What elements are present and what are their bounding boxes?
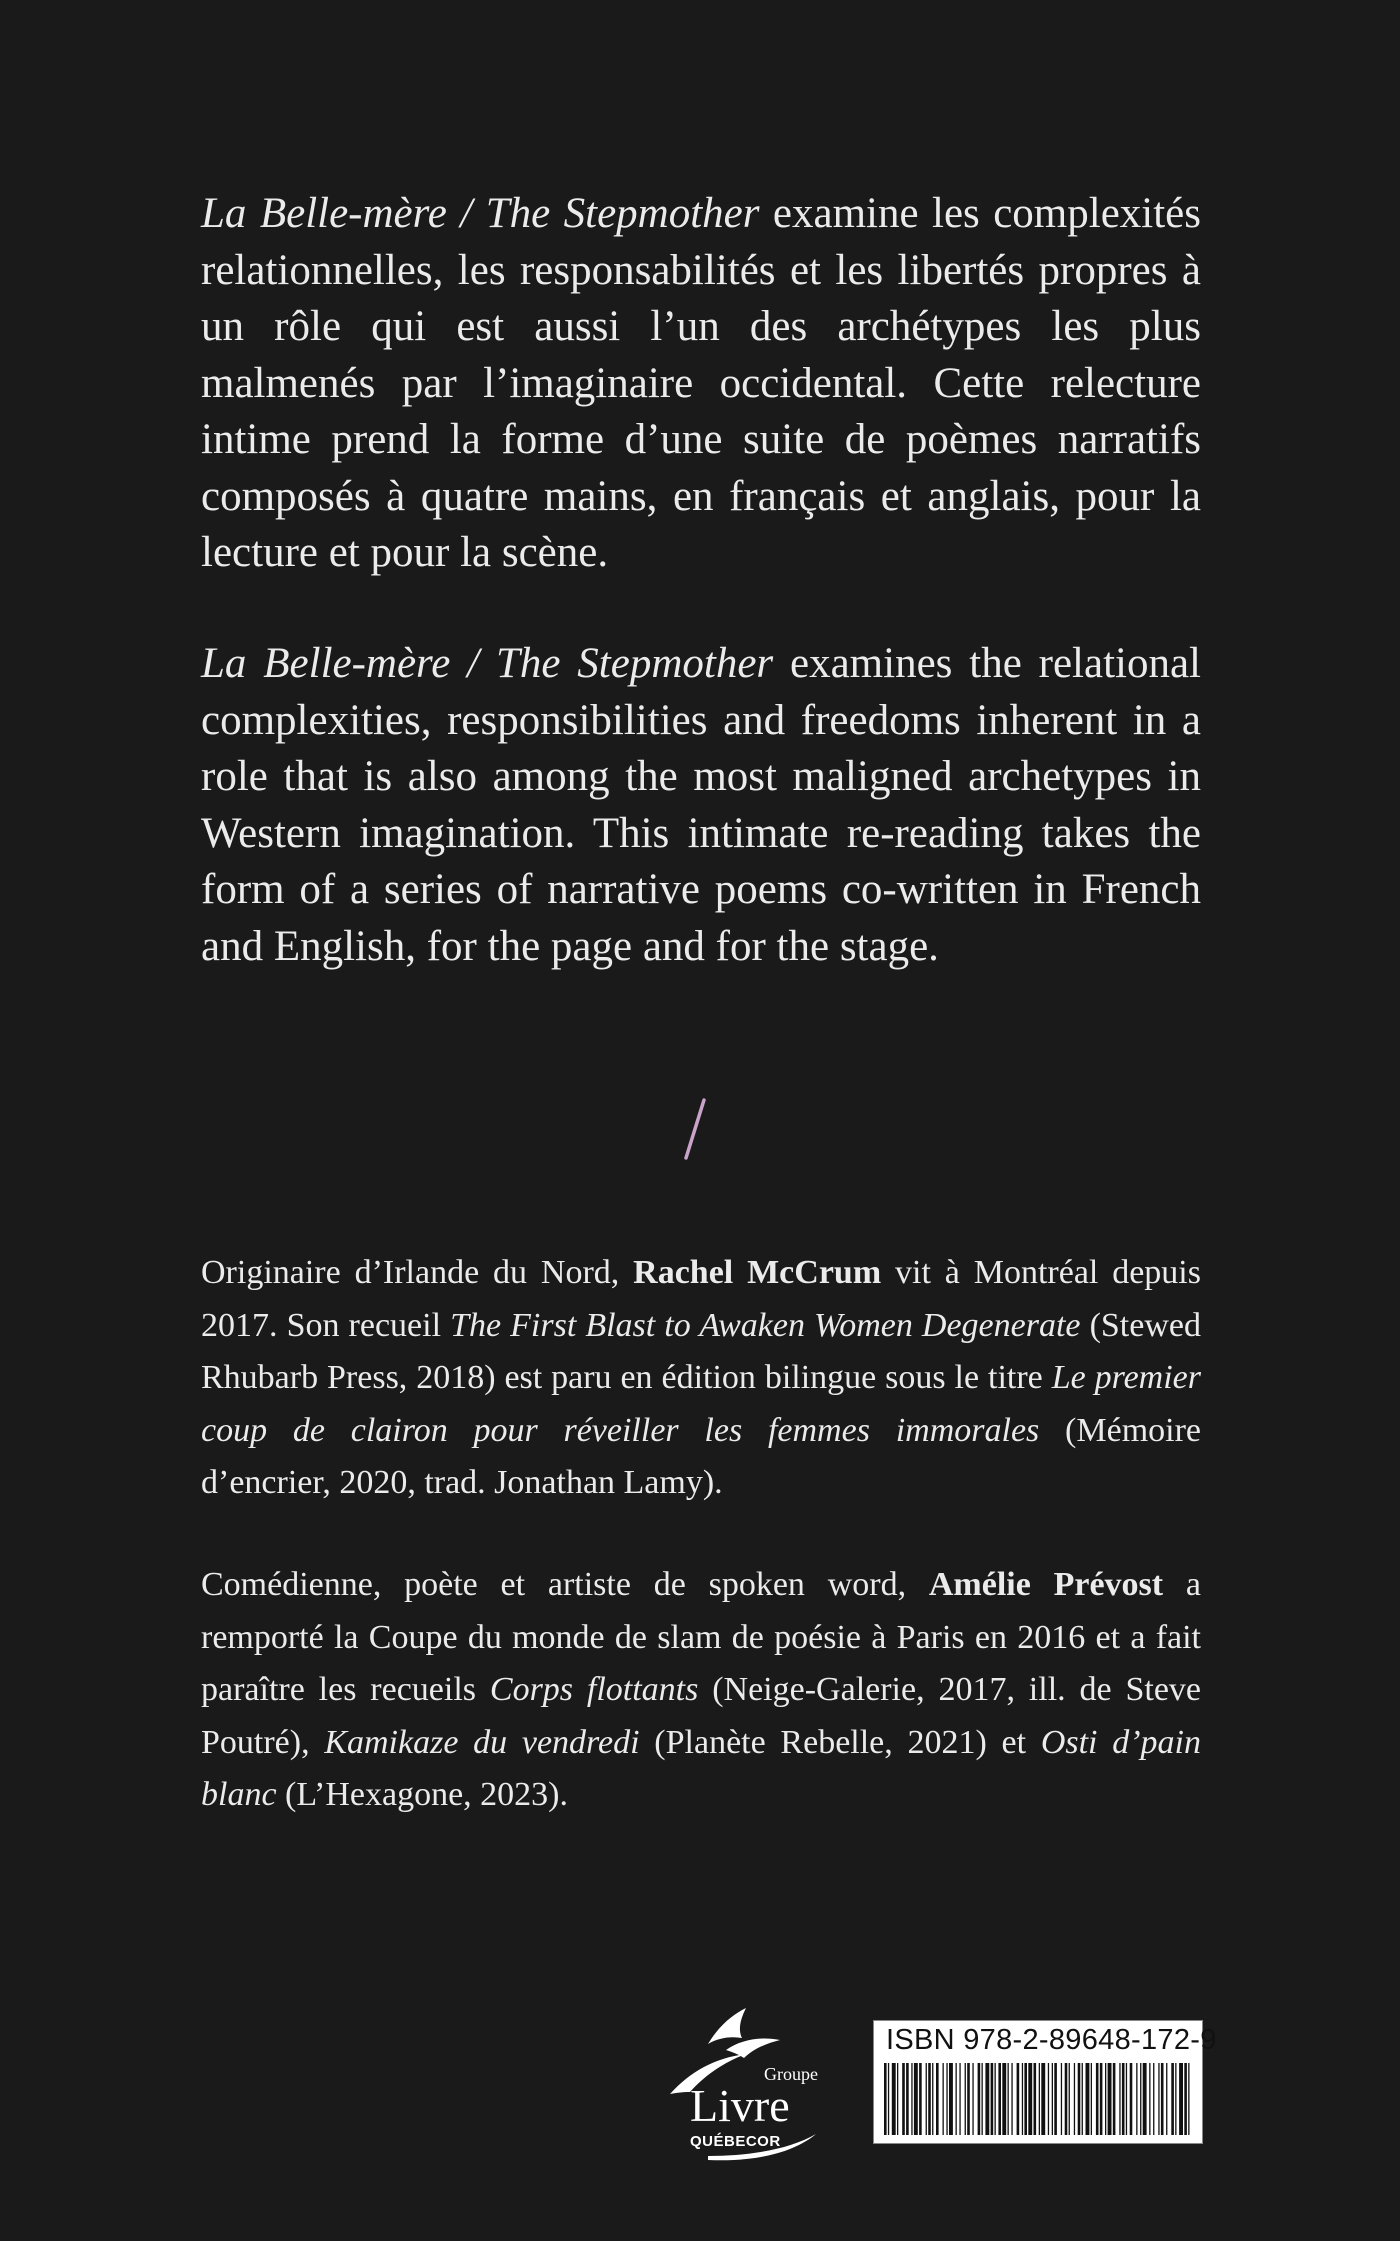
description-french-body: examine les complexités relationnelles, les responsabilités et les libertés propres à un rôle qui est aussi l’un des archétypes les plus malmenés par l’imaginaire occidental. Cette relecture intime prend la forme d’une suite de poèmes narratifs composés à quatre mains, en français et anglais, pour la lecture et pour la scène. [201, 190, 1201, 576]
barcode-bar [978, 2063, 981, 2135]
isbn-barcode [873, 2020, 1217, 2144]
bio-rachel-mccrum-text [201, 1247, 1201, 1510]
barcode-bar [1188, 2063, 1189, 2135]
bio-text: (Mémoire d’encrier, 2020, trad. Jonathan Lamy). [201, 1411, 1201, 1501]
bio-text: (Stewed Rhubarb Press, 2018) est paru en édition bilingue sous le titre [201, 1306, 1201, 1396]
title-english: The Stepmother [485, 190, 760, 237]
barcode-bar [1143, 2063, 1147, 2135]
bio-text: Originaire d’Irlande du Nord, [201, 1254, 634, 1291]
barcode-bar [1108, 2063, 1112, 2135]
barcode-bar [902, 2063, 905, 2135]
barcode-bar [1171, 2063, 1174, 2135]
barcode-bar [1100, 2063, 1103, 2135]
bio-text: vit à Montréal depuis 2017. Son recueil [201, 1254, 1201, 1344]
book-title: The First Blast to Awaken Women Degenerate [450, 1306, 1081, 1344]
barcode-bar [1175, 2063, 1176, 2135]
description-french [201, 186, 1201, 582]
barcode-bar [1041, 2063, 1045, 2135]
bio-rachel-mccrum [201, 1247, 1201, 1510]
book-title: Kamikaze du vendredi [324, 1723, 640, 1761]
barcode-bar [1074, 2063, 1075, 2135]
barcode-bar [1078, 2063, 1081, 2135]
barcode-bar [1048, 2063, 1049, 2135]
book-title: Osti d’pain blanc [201, 1723, 1202, 1813]
barcode-bar [995, 2063, 996, 2135]
barcode-bar [991, 2063, 994, 2135]
title-separator: / [450, 640, 496, 687]
barcode-bar [1086, 2063, 1090, 2135]
barcode-bar [1096, 2063, 1099, 2135]
barcode-bar [1069, 2063, 1070, 2135]
barcode-bar [1065, 2063, 1068, 2135]
logo-quebecor: QUÉBECOR [690, 2133, 781, 2150]
barcode-bar [1153, 2063, 1154, 2135]
bio-amelie-prevost [201, 1559, 1201, 1822]
barcode-bar [897, 2063, 898, 2135]
barcode-bar [943, 2063, 944, 2135]
barcode-bar [1122, 2063, 1125, 2135]
barcode-bar [906, 2063, 909, 2135]
barcode-bar [919, 2063, 922, 2135]
barcode-bar [911, 2063, 912, 2135]
barcode-bar [926, 2063, 927, 2135]
barcode-bar [967, 2063, 970, 2135]
barcode-bar [985, 2063, 989, 2135]
barcode-bar [932, 2063, 933, 2135]
barcode-bar [1039, 2063, 1040, 2135]
barcode-bar [1024, 2063, 1027, 2135]
barcode-bar [965, 2063, 966, 2135]
barcode-bar [1105, 2063, 1106, 2135]
barcode-bar [914, 2063, 918, 2135]
bio-amelie-prevost-text [201, 1559, 1201, 1822]
bio-text: (Planète Rebelle, 2021) et [639, 1723, 1041, 1761]
title-separator: / [446, 190, 486, 237]
barcode-bar [1140, 2063, 1141, 2135]
bio-text: Comédienne, poète et artiste de spoken word, [201, 1566, 929, 1603]
barcode-bar [936, 2063, 939, 2135]
barcode-bar [884, 2063, 887, 2135]
barcode-bar [1054, 2063, 1057, 2135]
barcode-bar [1166, 2063, 1167, 2135]
barcode-bar [1126, 2063, 1127, 2135]
author-name: Amélie Prévost [928, 1566, 1164, 1603]
book-title: Corps flottants [489, 1671, 699, 1708]
author-name: Rachel McCrum [633, 1254, 882, 1291]
barcode-bar [946, 2063, 947, 2135]
book-title: Le premier coup de clairon pour réveiller les femmes immorales [201, 1359, 1201, 1449]
barcode-bar [1119, 2063, 1120, 2135]
barcode-bar [972, 2063, 973, 2135]
barcode [884, 2063, 1192, 2135]
title-english: The Stepmother [495, 640, 774, 687]
barcode-bar [1052, 2063, 1053, 2135]
barcode-bar [1022, 2063, 1023, 2135]
slash-divider [682, 1098, 708, 1160]
bio-text: (Neige-Galerie, 2017, ill. de Steve Poutré), [201, 1671, 1201, 1761]
barcode-bar [928, 2063, 931, 2135]
title-french: La Belle-mère [201, 640, 451, 687]
title-french: La Belle-mère [201, 190, 447, 237]
barcode-bar [1034, 2063, 1037, 2135]
barcode-bar [998, 2063, 1001, 2135]
publisher-logo [668, 2006, 826, 2166]
description-french-text [201, 186, 1201, 582]
barcode-bar [892, 2063, 896, 2135]
description-english-body: examines the relational complexities, responsibilities and freedoms inherent in a role that is also among the most maligned archetypes in Western imagination. This intimate re-reading takes the form of a series of narrative poems co-written in French and English, for the page and for the stage. [201, 640, 1201, 970]
barcode-bar [1136, 2063, 1137, 2135]
barcode-bar [1061, 2063, 1062, 2135]
barcode-bar [1002, 2063, 1006, 2135]
logo-groupe: Groupe [764, 2064, 818, 2084]
barcode-bar [1149, 2063, 1150, 2135]
barcode-bar [949, 2063, 953, 2135]
isbn-label: ISBN 978-2-89648-172-9 [886, 2024, 1217, 2056]
barcode-bar [1017, 2063, 1020, 2135]
barcode-bar [1082, 2063, 1083, 2135]
description-english-text [201, 636, 1201, 975]
barcode-bar [888, 2063, 889, 2135]
barcode-bar [959, 2063, 960, 2135]
bio-text: a remporté la Coupe du monde de slam de poésie à Paris en 2016 et a fait paraître les recueils [201, 1566, 1202, 1708]
barcode-bar [1161, 2063, 1164, 2135]
barcode-bar [1184, 2063, 1187, 2135]
barcode-bar [1008, 2063, 1009, 2135]
logo-livre: Livre [690, 2080, 790, 2131]
bio-text: (L’Hexagone, 2023). [276, 1776, 568, 1813]
barcode-bar [1158, 2063, 1159, 2135]
barcode-bar [1091, 2063, 1092, 2135]
barcode-bar [982, 2063, 983, 2135]
barcode-bar [1179, 2063, 1183, 2135]
description-english [201, 636, 1201, 975]
barcode-bar [1011, 2063, 1012, 2135]
barcode-bar [1130, 2063, 1133, 2135]
barcode-bar [1028, 2063, 1032, 2135]
barcode-bar [956, 2063, 957, 2135]
barcode-bar [1113, 2063, 1116, 2135]
